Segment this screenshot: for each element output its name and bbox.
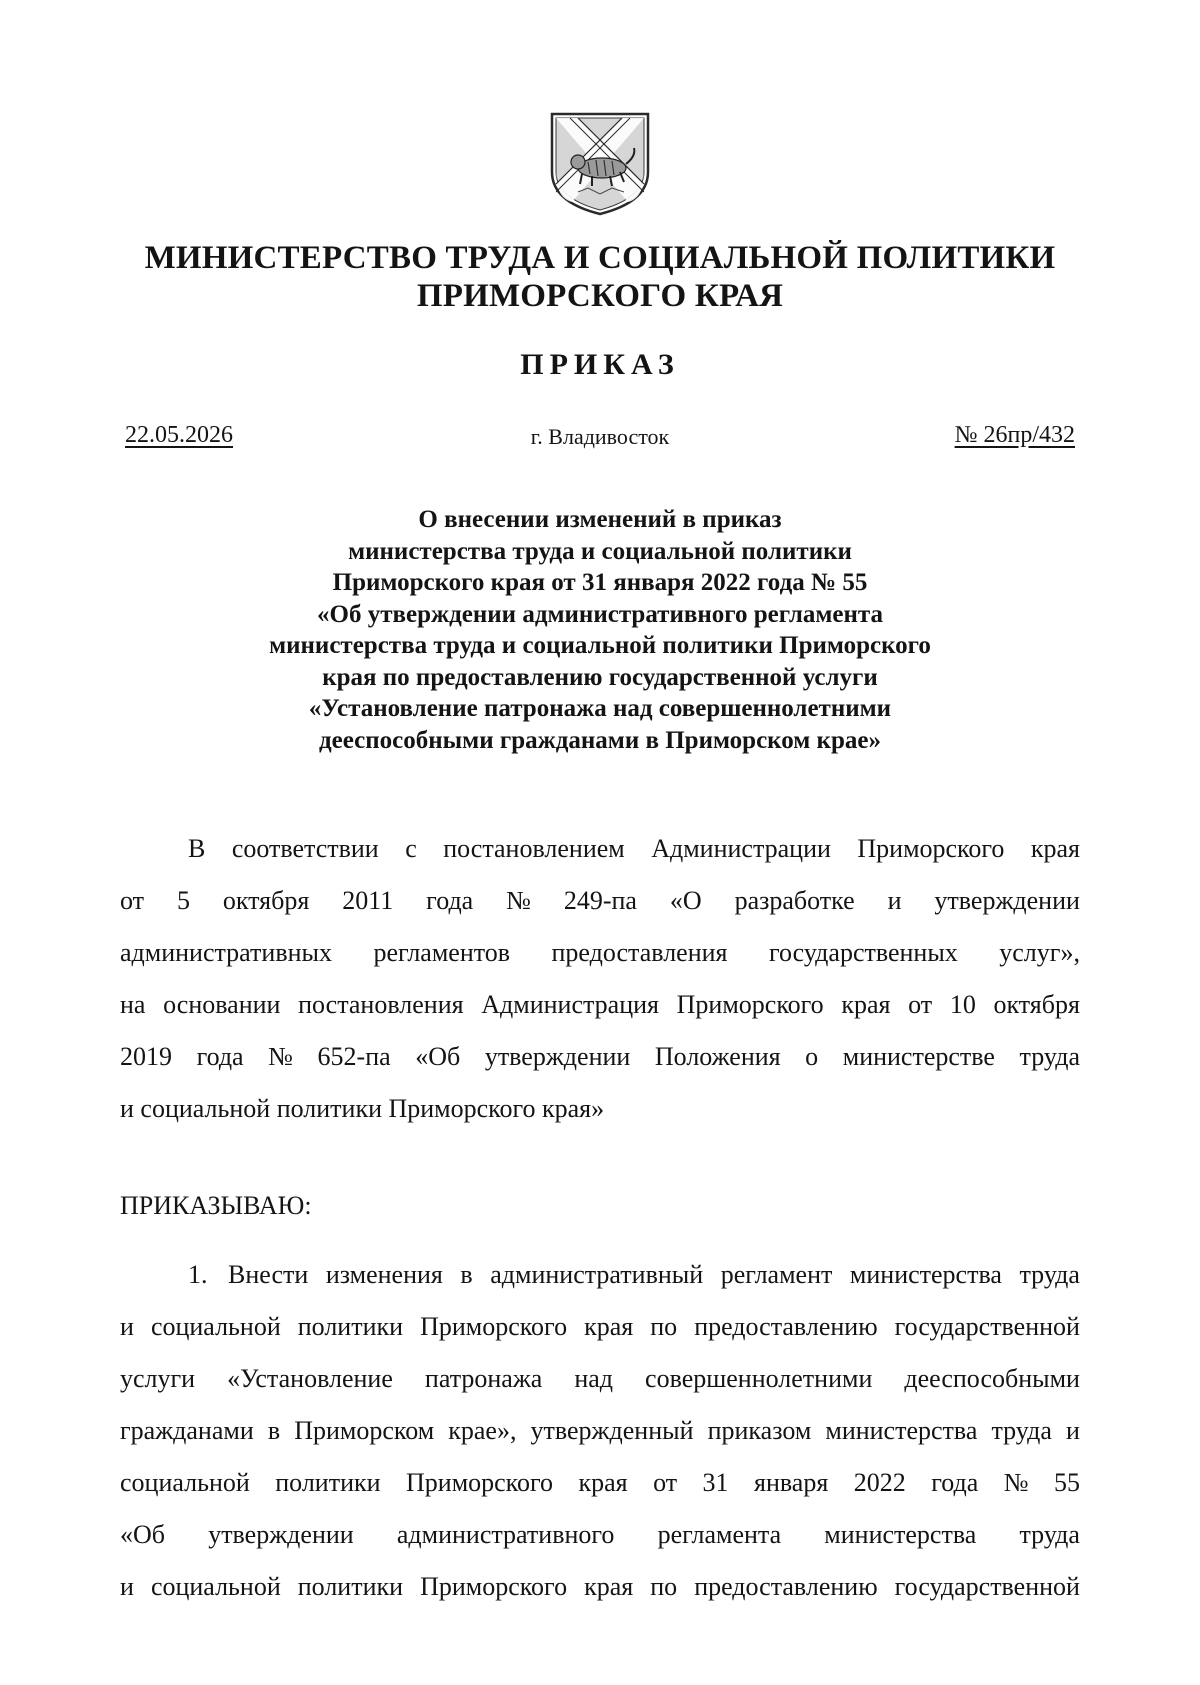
order-word <box>120 1180 1080 1232</box>
item-line: и социальной политики Приморского края по предоставлению государственной <box>120 1572 1080 1601</box>
item-line: гражданами в Приморском крае», утвержденный приказом министерства труда и <box>120 1416 1080 1445</box>
item-line: услуги «Установление патронажа над совершеннолетними дееспособными <box>120 1364 1080 1393</box>
title-line: «Установление патронажа над совершеннолетними <box>308 695 892 722</box>
order-word-text: ПРИКАЗЫВАЮ: <box>120 1191 312 1220</box>
item-line: социальной политики Приморского края от 31 января 2022 года № 55 <box>120 1468 1080 1497</box>
document-type: ПРИКАЗ <box>520 348 680 381</box>
title-line: О внесении изменений в приказ <box>418 506 782 533</box>
item-1-first-line <box>120 1249 1080 1301</box>
title-line: края по предоставлению государственной услуги <box>322 663 878 691</box>
item-number: 1. <box>188 1260 208 1289</box>
preamble-line: 2019 года № 652-па «Об утверждении Положения о министерстве труда <box>120 1042 1080 1071</box>
item-1-paragraph <box>120 1249 1080 1613</box>
document-number: № 26пр/432 <box>954 422 1075 448</box>
preamble-line: на основании постановления Администрация Приморского края от 10 октября <box>120 990 1080 1019</box>
title-line: министерства труда и социальной политики <box>348 537 852 565</box>
title-line: дееспособными гражданами в Приморском крае» <box>319 726 881 754</box>
preamble-line: административных регламентов предоставления государственных услуг», <box>120 938 1080 967</box>
document-city: г. Владивосток <box>530 424 670 449</box>
title-line: Приморского края от 31 января 2022 года № 55 <box>332 569 868 596</box>
title-line: министерства труда и социальной политики Приморского <box>269 632 931 659</box>
ministry-name-line2: ПРИМОРСКОГО КРАЯ <box>416 278 784 314</box>
preamble-paragraph <box>120 823 1080 1135</box>
preamble-line: и социальной политики Приморского края» <box>120 1094 605 1123</box>
document-title <box>150 504 1050 756</box>
coat-of-arms-tiger-icon <box>548 110 652 218</box>
preamble-line: от 5 октября 2011 года № 249-па «О разработке и утверждении <box>120 886 1080 915</box>
title-line: «Об утверждении административного регламента <box>317 600 883 628</box>
item-line: Внести изменения в административный регламент министерства труда <box>228 1260 1080 1289</box>
item-line: «Об утверждении административного регламента министерства труда <box>120 1520 1080 1549</box>
ministry-name-line1: МИНИСТЕРСТВО ТРУДА И СОЦИАЛЬНОЙ ПОЛИТИКИ <box>144 240 1056 276</box>
item-line: и социальной политики Приморского края по предоставлению государственной <box>120 1312 1080 1341</box>
document-date: 22.05.2026 <box>125 422 233 448</box>
preamble-line: В соответствии с постановлением Администрации Приморского края <box>188 834 1080 863</box>
